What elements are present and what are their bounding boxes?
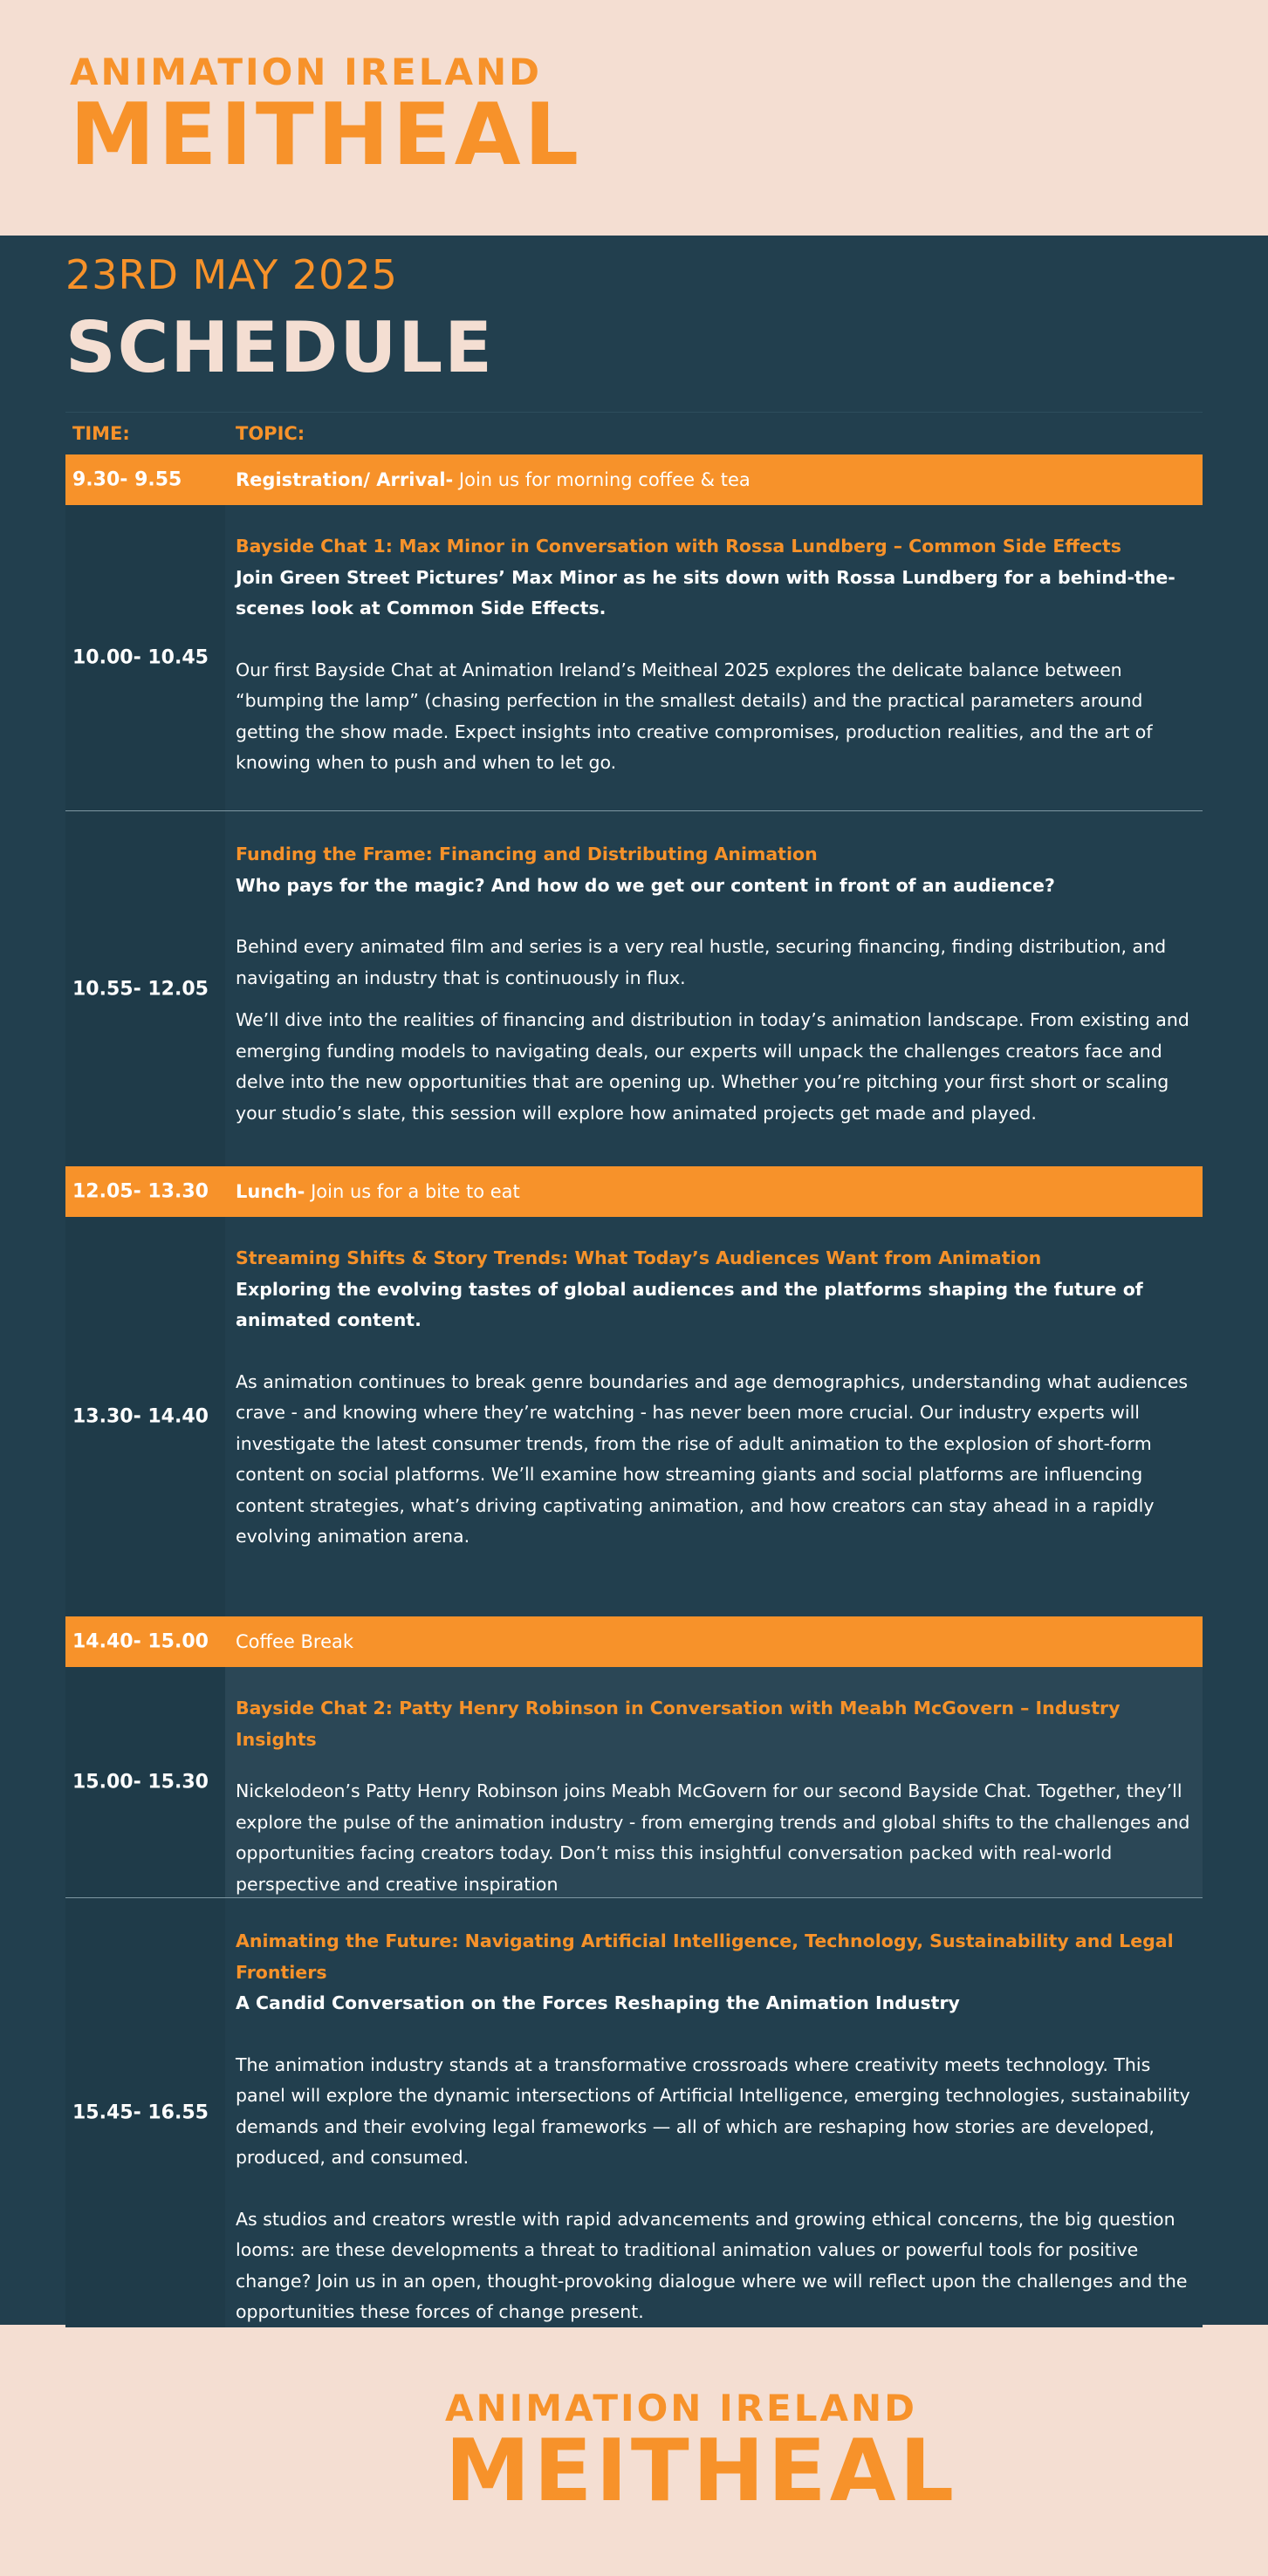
page-title: SCHEDULE (65, 307, 494, 388)
schedule-row-registration (65, 454, 1203, 505)
row-time: 13.30- 14.40 (72, 1405, 209, 1428)
schedule-row-bayside-chat-1 (65, 505, 1203, 810)
schedule-section (0, 236, 1268, 2325)
row-time: 15.00- 15.30 (72, 1771, 209, 1794)
logo-line1: ANIMATION IRELAND (70, 51, 543, 93)
row-topic (236, 1243, 1197, 1553)
logo-line2: MEITHEAL (445, 2422, 958, 2521)
row-topic: Registration/ Arrival- Join us for morning coffee & tea (236, 469, 751, 490)
session-description-2: As studios and creators wrestle with rapid advancements and growing ethical concerns, the big question looms: are these developments a threat to traditional animation values or powerful tools for positive change? Join us in an open, thought-provoking dialogue where we will reflect upon the challenges and the opportunities these forces of change present. (236, 2208, 1188, 2322)
row-topic: Lunch- Join us for a bite to eat (236, 1181, 520, 1202)
session-subtitle: A Candid Conversation on the Forces Reshaping the Animation Industry (236, 1992, 960, 2013)
session-subtitle: Exploring the evolving tastes of global audiences and the platforms shaping the future of animated content. (236, 1278, 1143, 1330)
row-topic (236, 531, 1197, 779)
schedule-row-funding (65, 810, 1203, 1166)
schedule-row-streaming (65, 1217, 1203, 1616)
table-header (65, 412, 1203, 454)
row-topic: Coffee Break (236, 1631, 354, 1652)
session-description: As animation continues to break genre boundaries and age demographics, understanding what audiences crave - and knowing where they’re watching - has never been more crucial. Our industry experts will investigate the latest consumer trends, from the rise of adult animation to the explosion of short-form content on social platforms. We’ll examine how streaming giants and social platforms are influencing content strategies, what’s driving captivating animation, and how creators can stay ahead in a rapidly evolving animation arena. (236, 1370, 1189, 1547)
session-description-2: We’ll dive into the realities of financing and distribution in today’s animation landscape. From existing and emerging funding models to navigating deals, our experts will unpack the challenges creators face and delve into the new opportunities that are opening up. Whether you’re pitching your first short or scaling your studio’s slate, this session will explore how animated projects get made and played. (236, 1009, 1189, 1124)
row-time: 14.40- 15.00 (72, 1630, 209, 1653)
event-date: 23RD MAY 2025 (65, 251, 398, 298)
session-description: Our first Bayside Chat at Animation Ireland’s Meitheal 2025 explores the delicate balance between “bumping the lamp” (chasing perfection in the smallest details) and the practical parameters around getting the show made. Expect insights into creative compromises, production realities, and the art of knowing when to push and when to let go. (236, 659, 1153, 773)
session-subtitle: Who pays for the magic? And how do we get our content in front of an audience? (236, 874, 1055, 896)
session-description: The animation industry stands at a transformative crossroads where creativity meets technology. This panel will explore the dynamic intersections of Artificial Intelligence, emerging technologies, sustainability demands and their evolving legal frameworks — all of which are reshaping how stories are developed, produced, and consumed. (236, 2053, 1190, 2168)
topic-header: TOPIC: (236, 423, 305, 444)
session-description: Nickelodeon’s Patty Henry Robinson joins Meabh McGovern for our second Bayside Chat. Together, they’ll explore the pulse of the animation industry - from emerging trends and global shifts to the challenges and opportunities facing creators today. Don’t miss this insightful conversation packed with real-world perspective and creative inspiration (236, 1780, 1190, 1895)
time-header: TIME: (72, 423, 130, 444)
row-time: 10.00- 10.45 (72, 646, 209, 669)
session-description: Behind every animated film and series is a very real hustle, securing financing, finding distribution, and navigating an industry that is continuously in flux. (236, 936, 1167, 988)
schedule-table (65, 412, 1203, 2327)
session-title: Bayside Chat 2: Patty Henry Robinson in Conversation with Meabh McGovern – Industry Insights (236, 1698, 1121, 1750)
logo-bottom (445, 2387, 958, 2521)
schedule-row-coffee-break (65, 1616, 1203, 1667)
logo-line2: MEITHEAL (70, 85, 583, 185)
row-time: 12.05- 13.30 (72, 1180, 209, 1203)
row-topic (236, 1693, 1197, 1900)
schedule-row-lunch (65, 1166, 1203, 1217)
header (0, 0, 1268, 236)
row-time: 9.30- 9.55 (72, 468, 182, 491)
row-time: 15.45- 16.55 (72, 2101, 209, 2124)
schedule-row-bayside-chat-2 (65, 1667, 1203, 1897)
session-title: Animating the Future: Navigating Artificial Intelligence, Technology, Sustainability and Legal Frontiers (236, 1930, 1174, 1983)
row-time: 10.55- 12.05 (72, 978, 209, 1000)
logo-top (70, 51, 583, 185)
session-subtitle: Join Green Street Pictures’ Max Minor as he sits down with Rossa Lundberg for a behind-the-scenes look at Common Side Effects. (236, 566, 1175, 618)
row-topic (236, 839, 1197, 1129)
session-title: Streaming Shifts & Story Trends: What Today’s Audiences Want from Animation (236, 1247, 1042, 1268)
session-title: Bayside Chat 1: Max Minor in Conversation with Rossa Lundberg – Common Side Effects (236, 536, 1122, 557)
session-title: Funding the Frame: Financing and Distributing Animation (236, 844, 818, 864)
schedule-row-animating-future (65, 1897, 1203, 2327)
row-topic (236, 1926, 1197, 2328)
logo-line1: ANIMATION IRELAND (445, 2387, 918, 2429)
